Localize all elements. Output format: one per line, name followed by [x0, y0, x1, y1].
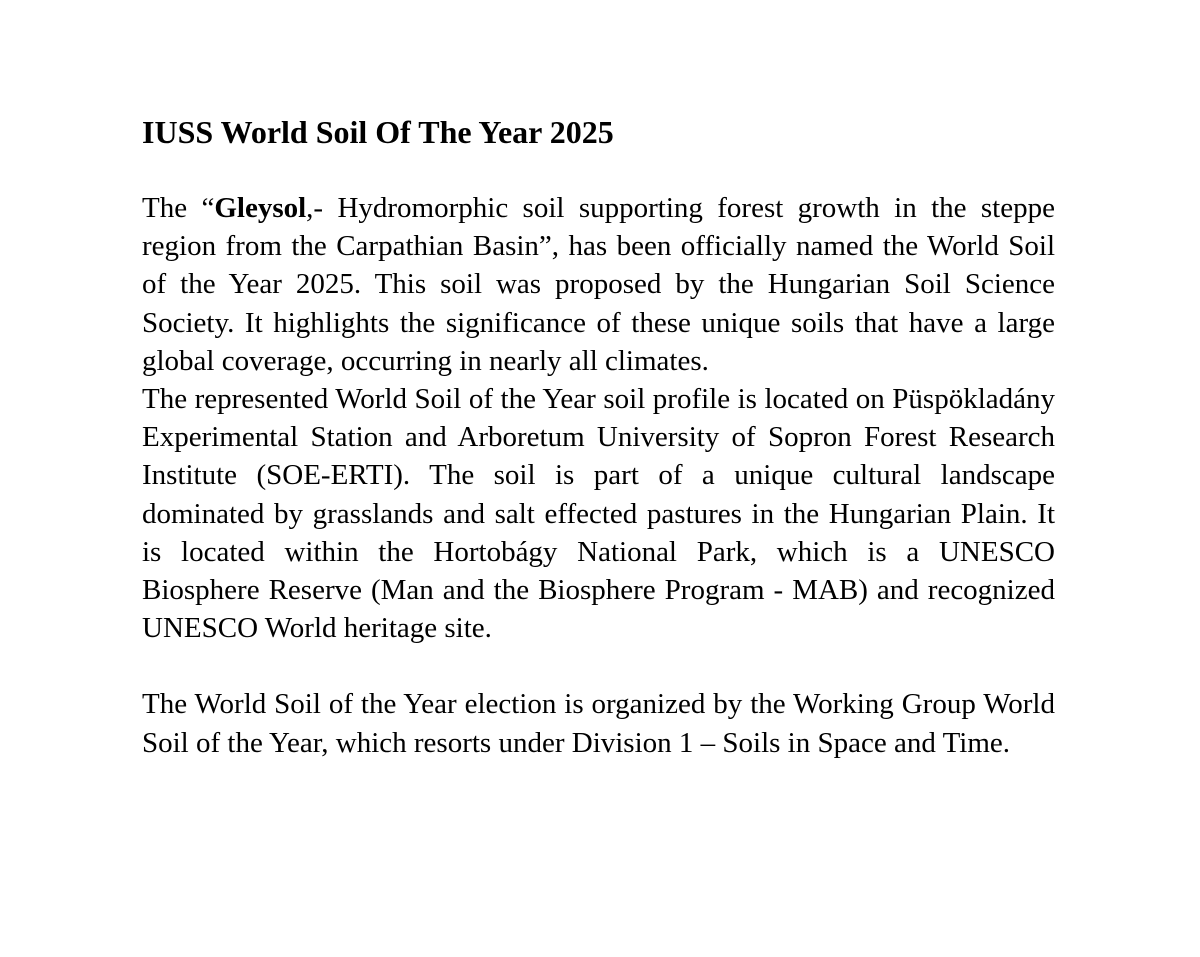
paragraph-text: ,- Hydromorphic soil supporting forest growth in the steppe region from the Carpathian Basin”, has been officially named the World Soil of the Year 2025. This soil was proposed by the Hungarian Soil Science Society. It highlights the significance of these unique soils that have a large global coverage, occurring in nearly all climates. — [142, 192, 1055, 377]
gleysol-term: Gleysol — [214, 192, 307, 224]
paragraph-gleysol-intro — [142, 189, 1055, 380]
paragraph-soil-profile-location: The represented World Soil of the Year soil profile is located on Püspökladány Experimental Station and Arboretum University of Sopron Forest Research Institute (SOE-ERTI). The soil is part of a unique cultural landscape dominated by grasslands and salt effected pastures in the Hungarian Plain. It is located within the Hortobágy National Park, which is a UNESCO Biosphere Reserve (Man and the Biosphere Program - MAB) and recognized UNESCO World heritage site. — [142, 383, 1055, 645]
paragraph-prefix: The “ — [142, 192, 215, 224]
document-body — [142, 100, 1055, 762]
paragraph-election-organizer: The World Soil of the Year election is organized by the Working Group World Soil of the Year, which resorts under Division 1 – Soils in Space and Time. — [142, 688, 1055, 759]
document-title: IUSS World Soil Of The Year 2025 — [142, 114, 614, 150]
